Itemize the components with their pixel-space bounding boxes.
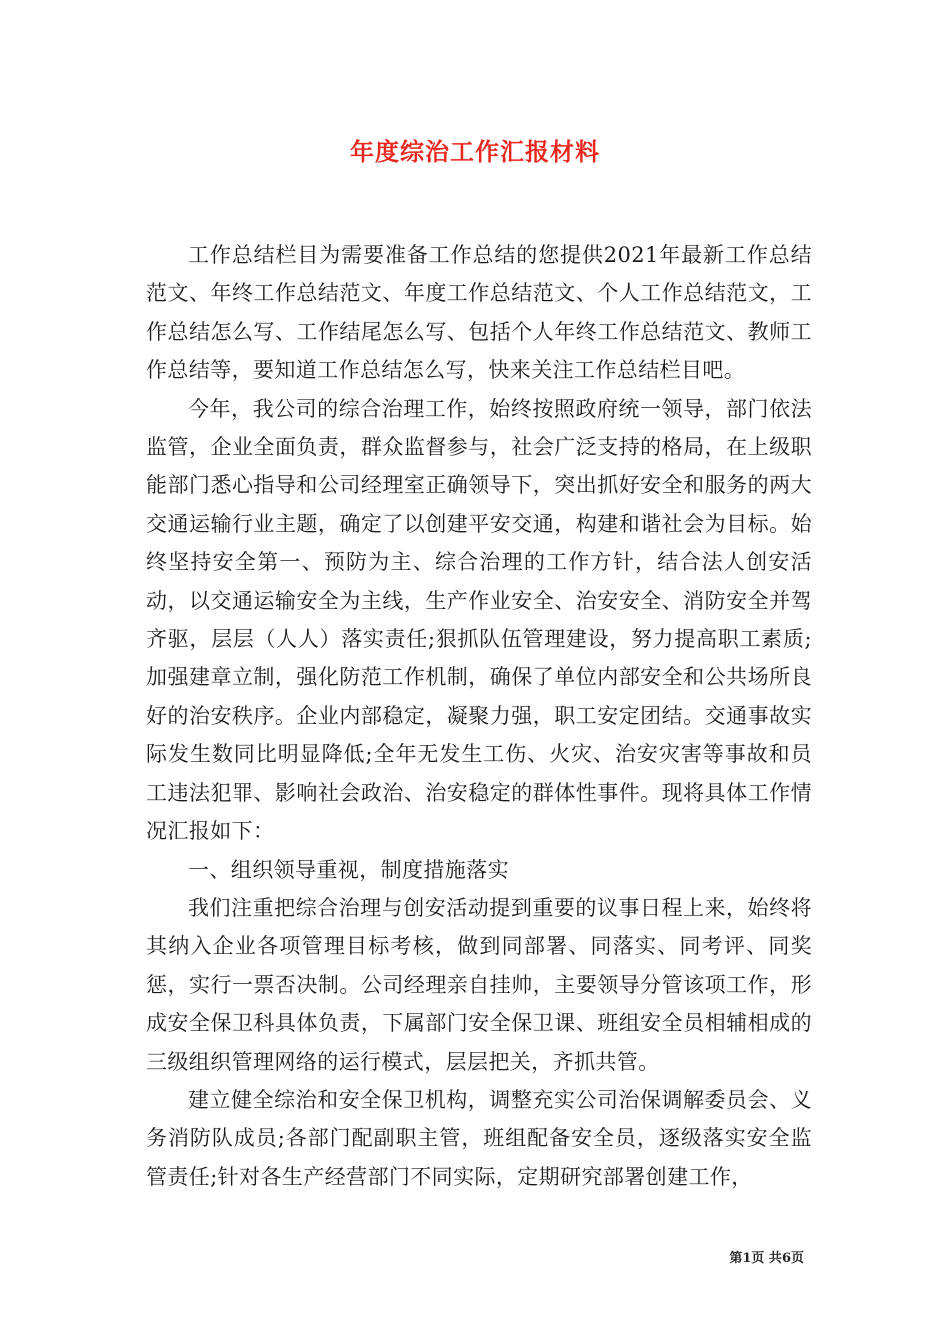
document-body <box>146 236 812 1196</box>
overview-paragraph: 今年，我公司的综合治理工作，始终按照政府统一领导，部门依法监管，企业全面负责，群众监督参与，社会广泛支持的格局，在上级职能部门悉心指导和公司经理室正确领导下，突出抓好安全和服务的两大交通运输行业主题，确定了以创建平安交通，构建和谐社会为目标。始终坚持安全第一、预防为主、综合治理的工作方针，结合法人创安活动，以交通运输安全为主线，生产作业安全、治安安全、消防安全并驾齐驱，层层（人人）落实责任;狠抓队伍管理建设，努力提高职工素质;加强建章立制，强化防范工作机制，确保了单位内部安全和公共场所良好的治安秩序。企业内部稳定，凝聚力强，职工安定团结。交通事故实际发生数同比明显降低;全年无发生工伤、火灾、治安灾害等事故和员工违法犯罪、影响社会政治、治安稳定的群体性事件。现将具体工作情况汇报如下： <box>146 396 812 844</box>
section-heading: 一、组织领导重视，制度措施落实 <box>188 857 509 882</box>
footer-suffix: 页 <box>790 1251 804 1266</box>
intro-paragraph: 工作总结栏目为需要准备工作总结的您提供2021年最新工作总结范文、年终工作总结范文、年度工作总结范文、个人工作总结范文，工作总结怎么写、工作结尾怎么写、包括个人年终工作总结范文、教师工作总结等，要知道工作总结怎么写，快来关注工作总结栏目吧。 <box>146 243 812 383</box>
footer-middle: 页 共 <box>751 1251 782 1266</box>
footer-page-number: 1 <box>742 1251 752 1266</box>
body-paragraph: 我们注重把综合治理与创安活动提到重要的议事日程上来，始终将其纳入企业各项管理目标考核，做到同部署、同落实、同考评、同奖惩，实行一票否决制。公司经理亲自挂帅，主要领导分管该项工作，形成安全保卫科具体负责，下属部门安全保卫课、班组安全员相辅相成的三级组织管理网络的运行模式，层层把关，齐抓共管。 <box>146 895 812 1074</box>
page-footer <box>729 1247 804 1266</box>
document-title: 年度综治工作汇报材料 <box>350 137 600 166</box>
footer-prefix: 第 <box>729 1251 743 1266</box>
footer-total-pages: 6 <box>781 1251 791 1266</box>
body-paragraph: 建立健全综治和安全保卫机构，调整充实公司治保调解委员会、义务消防队成员;各部门配副职主管，班组配备安全员，逐级落实安全监管责任;针对各生产经营部门不同实际，定期研究部署创建工作， <box>146 1087 812 1189</box>
